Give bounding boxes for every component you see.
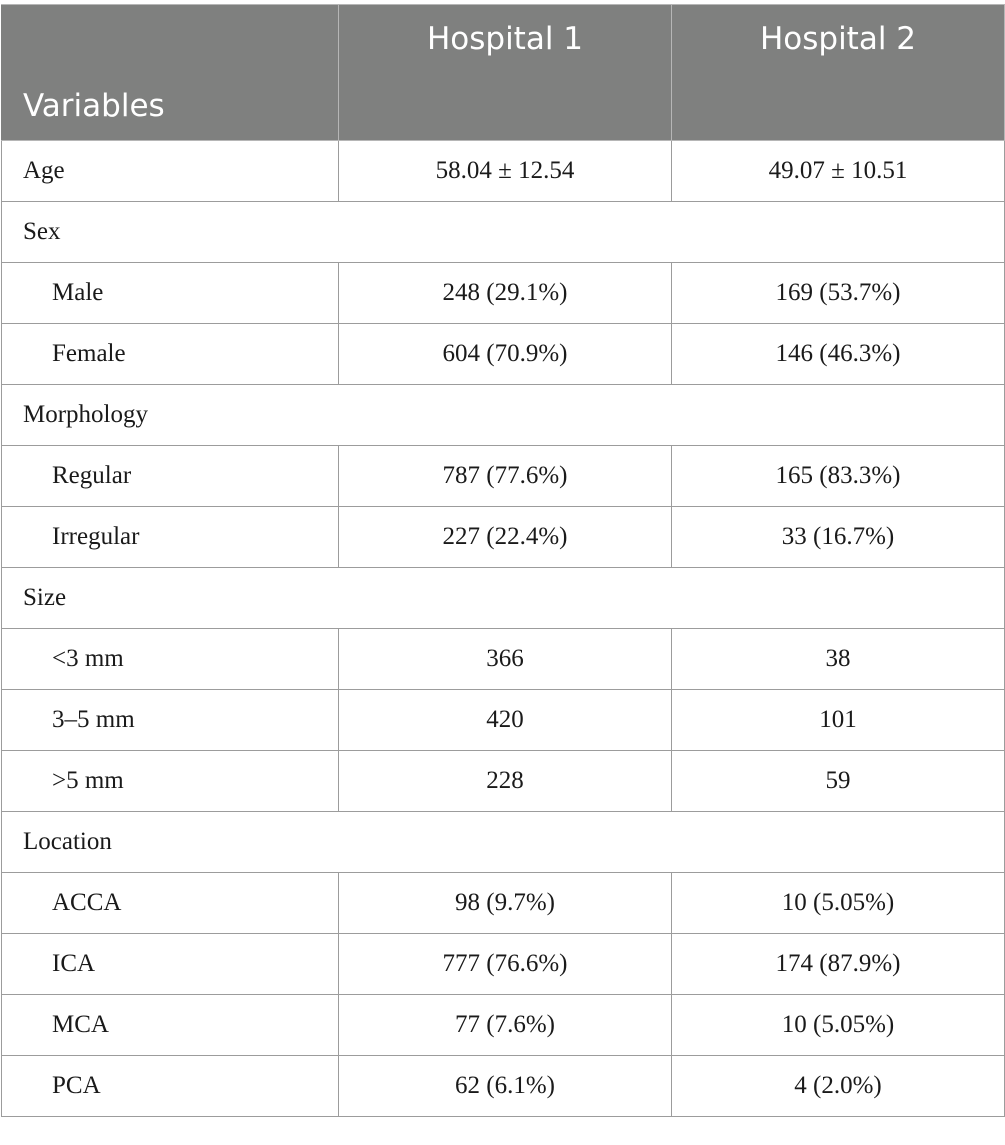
variable-label: >5 mm bbox=[2, 751, 339, 812]
hospital-2-value: 10 (5.05%) bbox=[672, 873, 1005, 934]
table-header bbox=[2, 5, 1005, 141]
group-label: Sex bbox=[2, 202, 1005, 263]
variable-label: <3 mm bbox=[2, 629, 339, 690]
table-group-row bbox=[2, 385, 1005, 446]
header-row-top bbox=[2, 5, 1005, 73]
hospital-1-value: 787 (77.6%) bbox=[339, 446, 672, 507]
hospital-1-value: 366 bbox=[339, 629, 672, 690]
hospital-2-value: 38 bbox=[672, 629, 1005, 690]
hospital-1-value: 227 (22.4%) bbox=[339, 507, 672, 568]
variable-label: ACCA bbox=[2, 873, 339, 934]
table-group-row bbox=[2, 202, 1005, 263]
variable-label: Female bbox=[2, 324, 339, 385]
hospital-2-value: 10 (5.05%) bbox=[672, 995, 1005, 1056]
hospital-2-value: 174 (87.9%) bbox=[672, 934, 1005, 995]
hospital-1-value: 248 (29.1%) bbox=[339, 263, 672, 324]
table-row bbox=[2, 141, 1005, 202]
table-row bbox=[2, 1056, 1005, 1117]
table-row bbox=[2, 690, 1005, 751]
table-row bbox=[2, 873, 1005, 934]
hospital-2-value: 4 (2.0%) bbox=[672, 1056, 1005, 1117]
table-row bbox=[2, 934, 1005, 995]
variable-label: ICA bbox=[2, 934, 339, 995]
group-label: Size bbox=[2, 568, 1005, 629]
header-hospital-2: Hospital 2 bbox=[672, 5, 1005, 73]
table-row bbox=[2, 995, 1005, 1056]
table-row bbox=[2, 324, 1005, 385]
variable-label: Regular bbox=[2, 446, 339, 507]
variable-label: Irregular bbox=[2, 507, 339, 568]
variable-label: 3–5 mm bbox=[2, 690, 339, 751]
hospital-1-value: 420 bbox=[339, 690, 672, 751]
table-body bbox=[2, 141, 1005, 1117]
header-corner-cell bbox=[2, 5, 339, 73]
header-blank-cell bbox=[339, 72, 672, 141]
header-row-bottom bbox=[2, 72, 1005, 141]
hospital-2-value: 59 bbox=[672, 751, 1005, 812]
table-group-row bbox=[2, 568, 1005, 629]
hospital-1-value: 98 (9.7%) bbox=[339, 873, 672, 934]
header-hospital-1: Hospital 1 bbox=[339, 5, 672, 73]
hospital-1-value: 62 (6.1%) bbox=[339, 1056, 672, 1117]
hospital-2-value: 165 (83.3%) bbox=[672, 446, 1005, 507]
variable-label: Age bbox=[2, 141, 339, 202]
variable-label: MCA bbox=[2, 995, 339, 1056]
group-label: Morphology bbox=[2, 385, 1005, 446]
header-blank-cell bbox=[672, 72, 1005, 141]
hospital-2-value: 33 (16.7%) bbox=[672, 507, 1005, 568]
table-row bbox=[2, 629, 1005, 690]
variable-label: PCA bbox=[2, 1056, 339, 1117]
hospital-2-value: 169 (53.7%) bbox=[672, 263, 1005, 324]
hospital-2-value: 101 bbox=[672, 690, 1005, 751]
hospital-1-value: 77 (7.6%) bbox=[339, 995, 672, 1056]
table-row bbox=[2, 263, 1005, 324]
hospital-1-value: 777 (76.6%) bbox=[339, 934, 672, 995]
data-table bbox=[1, 4, 1005, 1117]
hospital-2-value: 146 (46.3%) bbox=[672, 324, 1005, 385]
table-row bbox=[2, 446, 1005, 507]
table-row bbox=[2, 507, 1005, 568]
table-group-row bbox=[2, 812, 1005, 873]
hospital-2-value: 49.07 ± 10.51 bbox=[672, 141, 1005, 202]
group-label: Location bbox=[2, 812, 1005, 873]
hospital-1-value: 604 (70.9%) bbox=[339, 324, 672, 385]
hospital-1-value: 58.04 ± 12.54 bbox=[339, 141, 672, 202]
table-row bbox=[2, 751, 1005, 812]
hospital-1-value: 228 bbox=[339, 751, 672, 812]
variable-label: Male bbox=[2, 263, 339, 324]
header-variables: Variables bbox=[2, 72, 339, 141]
